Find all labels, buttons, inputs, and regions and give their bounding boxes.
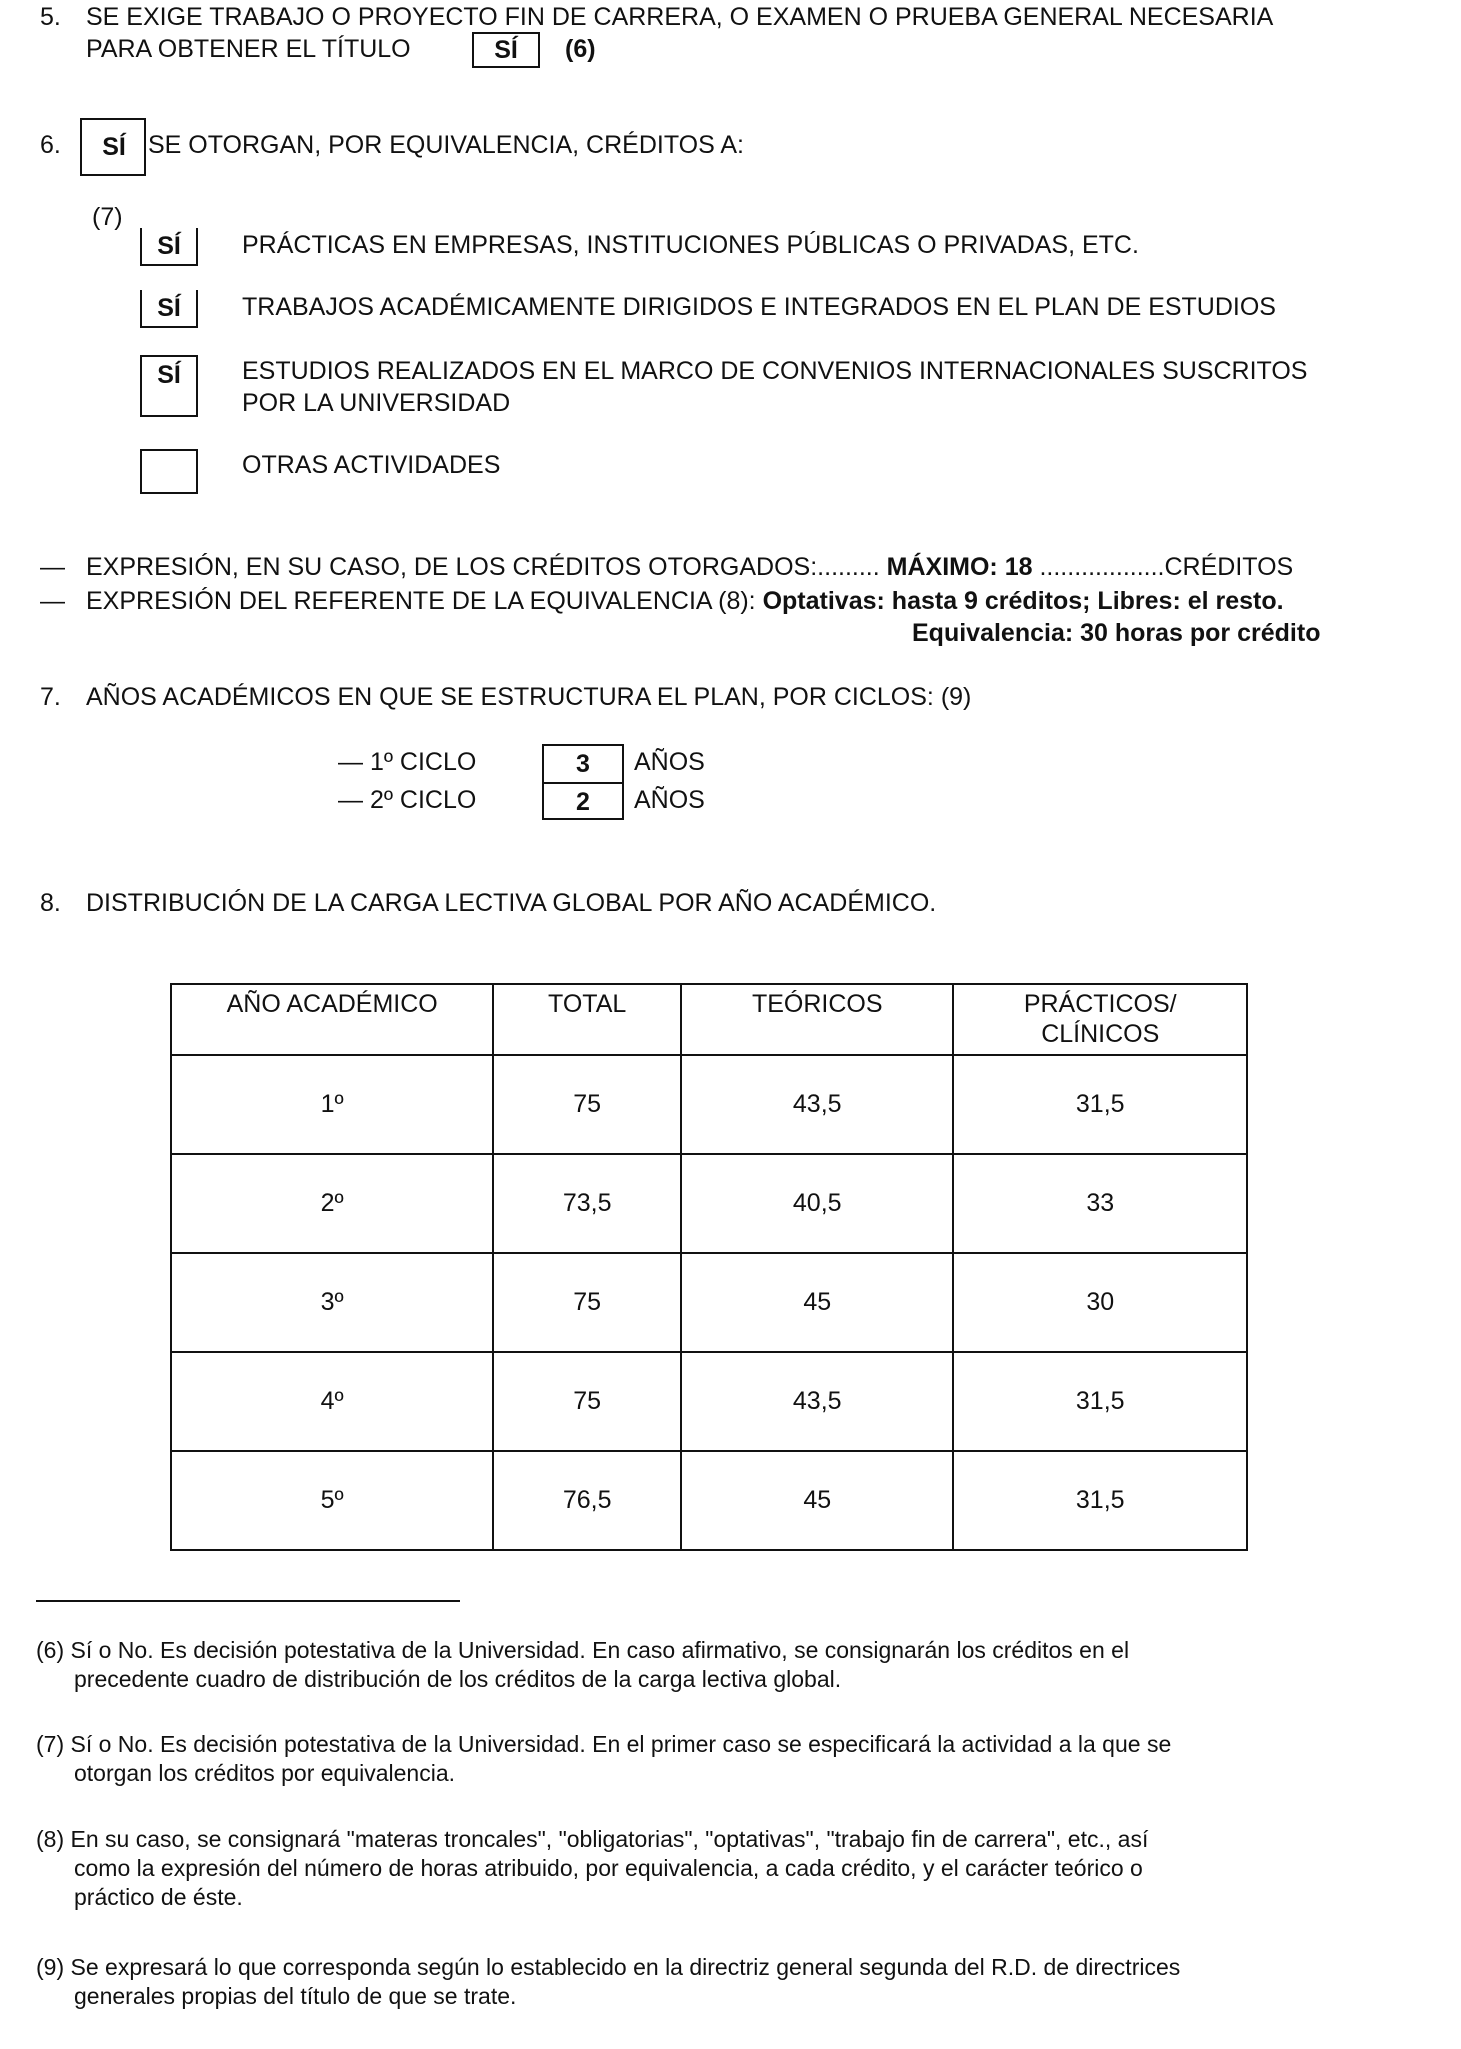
cell-year: 3º — [171, 1253, 493, 1352]
credits-line1-suffix: ..................CRÉDITOS — [1039, 553, 1294, 581]
item8-text: DISTRIBUCIÓN DE LA CARGA LECTIVA GLOBAL POR AÑO ACADÉMICO. — [86, 889, 937, 917]
item6-text: SE OTORGAN, POR EQUIVALENCIA, CRÉDITOS A: — [148, 131, 744, 159]
footnote-8 — [36, 1825, 1436, 1912]
credits-line3: Equivalencia: 30 horas por crédito — [912, 619, 1321, 647]
table-row — [171, 1055, 1247, 1154]
cell-year: 5º — [171, 1451, 493, 1550]
item5-line2: PARA OBTENER EL TÍTULO — [86, 35, 411, 63]
footnote-8-line1: (8) En su caso, se consignará "materas troncales", "obligatorias", "optativas", "trabajo fin de carrera", etc., así — [36, 1826, 1149, 1852]
cell-total: 76,5 — [493, 1451, 681, 1550]
footnote-7-line1: (7) Sí o No. Es decisión potestativa de la Universidad. En el primer caso se especificará la actividad a la que se — [36, 1731, 1172, 1757]
item6-box-divider — [144, 118, 146, 176]
credits-line1 — [86, 552, 1293, 582]
credits-line2-prefix: EXPRESIÓN DEL REFERENTE DE LA EQUIVALENCIA (8): — [86, 587, 756, 615]
cycle-value-1: 3 — [544, 746, 622, 784]
option-text-3: ESTUDIOS REALIZADOS EN EL MARCO DE CONVENIOS INTERNACIONALES SUSCRITOS — [242, 357, 1308, 385]
header-practical-line1: PRÁCTICOS/ — [1023, 990, 1177, 1018]
item5-line1: SE EXIGE TRABAJO O PROYECTO FIN DE CARRERA, O EXAMEN O PRUEBA GENERAL NECESARIA — [86, 3, 1274, 31]
cell-year: 2º — [171, 1154, 493, 1253]
cell-practical: 33 — [953, 1154, 1247, 1253]
cell-theoretical: 40,5 — [681, 1154, 953, 1253]
header-practical-line2: CLÍNICOS — [1041, 1020, 1160, 1048]
option-box-4 — [140, 449, 198, 494]
credits-dash-1: — — [40, 553, 65, 581]
footnote-7 — [36, 1730, 1436, 1788]
cell-theoretical: 43,5 — [681, 1055, 953, 1154]
option-box-3: SÍ — [140, 355, 198, 417]
table-row — [171, 1352, 1247, 1451]
item5-note-ref: (6) — [565, 35, 596, 63]
item6-note-ref: (7) — [92, 203, 123, 231]
option-text-1: PRÁCTICAS EN EMPRESAS, INSTITUCIONES PÚBLICAS O PRIVADAS, ETC. — [242, 231, 1139, 259]
table-row — [171, 1451, 1247, 1550]
option-box-1: SÍ — [140, 228, 198, 266]
header-theoretical: TEÓRICOS — [681, 984, 953, 1055]
item7-text: AÑOS ACADÉMICOS EN QUE SE ESTRUCTURA EL PLAN, POR CICLOS: (9) — [86, 683, 972, 711]
item6-yes-box: SÍ — [80, 118, 146, 176]
teaching-load-table — [170, 983, 1248, 1551]
footnote-7-line2: otorgan los créditos por equivalencia. — [74, 1760, 456, 1786]
item5-number: 5. — [40, 3, 61, 31]
header-practical — [953, 984, 1247, 1055]
cell-year: 4º — [171, 1352, 493, 1451]
cell-practical: 31,5 — [953, 1451, 1247, 1550]
cycle-unit-1: AÑOS — [634, 748, 705, 776]
cell-total: 75 — [493, 1055, 681, 1154]
cell-total: 73,5 — [493, 1154, 681, 1253]
item7-number: 7. — [40, 683, 61, 711]
cell-theoretical: 43,5 — [681, 1352, 953, 1451]
cycle-unit-2: AÑOS — [634, 786, 705, 814]
item8-number: 8. — [40, 889, 61, 917]
footnote-6-line1: (6) Sí o No. Es decisión potestativa de la Universidad. En caso afirmativo, se consignarán los créditos en el — [36, 1637, 1130, 1663]
cycle-label-2: — 2º CICLO — [338, 786, 477, 814]
credits-dash-2: — — [40, 587, 65, 615]
footnote-8-line3: práctico de éste. — [74, 1884, 243, 1910]
cycles-box — [542, 744, 624, 820]
footnote-6-line2: precedente cuadro de distribución de los créditos de la carga lectiva global. — [74, 1666, 842, 1692]
cell-practical: 31,5 — [953, 1352, 1247, 1451]
cell-theoretical: 45 — [681, 1451, 953, 1550]
header-year: AÑO ACADÉMICO — [171, 984, 493, 1055]
cycle-label-1: — 1º CICLO — [338, 748, 477, 776]
footnote-9-line2: generales propias del título de que se trate. — [74, 1983, 517, 2009]
option-text-3b: POR LA UNIVERSIDAD — [242, 389, 511, 417]
table-header-row — [171, 984, 1247, 1055]
footnote-9 — [36, 1953, 1436, 2011]
header-total: TOTAL — [493, 984, 681, 1055]
cell-total: 75 — [493, 1253, 681, 1352]
item6-number: 6. — [40, 131, 61, 159]
credits-line2-value: Optativas: hasta 9 créditos; Libres: el resto. — [762, 587, 1284, 615]
footnote-separator — [36, 1600, 460, 1602]
credits-line1-value: MÁXIMO: 18 — [886, 553, 1033, 581]
cell-practical: 30 — [953, 1253, 1247, 1352]
option-box-2: SÍ — [140, 290, 198, 328]
option-text-2: TRABAJOS ACADÉMICAMENTE DIRIGIDOS E INTEGRADOS EN EL PLAN DE ESTUDIOS — [242, 293, 1276, 321]
table-row — [171, 1253, 1247, 1352]
cycle-value-2: 2 — [576, 788, 590, 816]
cell-theoretical: 45 — [681, 1253, 953, 1352]
cell-practical: 31,5 — [953, 1055, 1247, 1154]
option-text-4: OTRAS ACTIVIDADES — [242, 451, 501, 479]
credits-line1-prefix: EXPRESIÓN, EN SU CASO, DE LOS CRÉDITOS OTORGADOS:......... — [86, 553, 880, 581]
footnote-9-line1: (9) Se expresará lo que corresponda según lo establecido en la directriz general segunda del R.D. de directrices — [36, 1954, 1181, 1980]
cell-year: 1º — [171, 1055, 493, 1154]
credits-line2 — [86, 586, 1284, 616]
footnote-6 — [36, 1636, 1436, 1694]
cell-total: 75 — [493, 1352, 681, 1451]
item5-yes-box: SÍ — [472, 32, 540, 68]
footnote-8-line2: como la expresión del número de horas atribuido, por equivalencia, a cada crédito, y el carácter teórico o — [74, 1855, 1143, 1881]
table-row — [171, 1154, 1247, 1253]
